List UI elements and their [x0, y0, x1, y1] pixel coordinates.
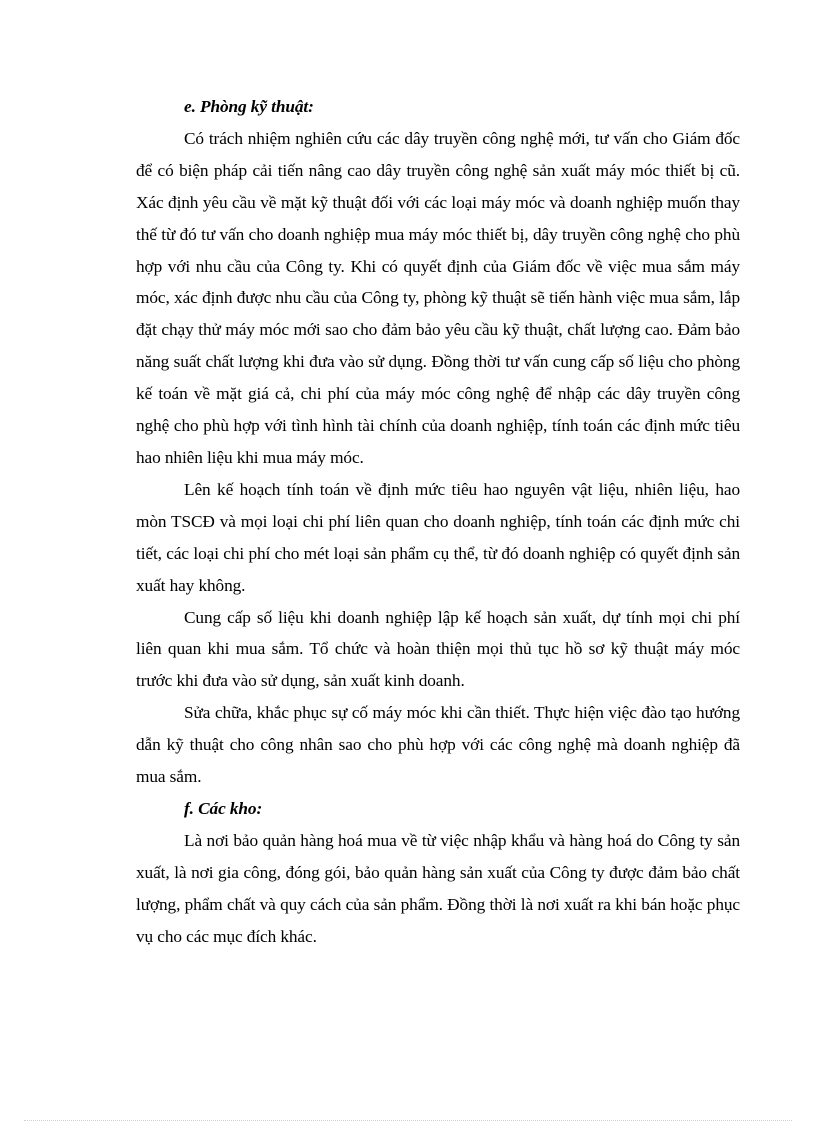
- document-page: [136, 91, 740, 952]
- paragraph-repair-training: Sửa chữa, khắc phục sự cố máy móc khi cần thiết. Thực hiện việc đào tạo hướng dẫn kỹ thuật cho công nhân sao cho phù hợp với các công nghệ mà doanh nghiệp đã mua sắm.: [136, 703, 740, 787]
- paragraph-technical-duties: Có trách nhiệm nghiên cứu các dây truyền công nghệ mới, tư vấn cho Giám đốc để có biện pháp cải tiến nâng cao dây truyền công nghệ sản xuất máy móc thiết bị cũ. Xác định yêu cầu về mặt kỹ thuật đối với các loại máy móc và doanh nghiệp muốn thay thế từ đó tư vấn cho doanh nghiệp mua máy móc thiết bị, dây truyền công nghệ cho phù hợp với nhu cầu của Công ty. Khi có quyết định của Giám đốc về việc mua sắm máy móc, xác định được nhu cầu của Công ty, phòng kỹ thuật sẽ tiến hành việc mua sắm, lắp đặt chạy thử máy móc mới sao cho đảm bảo yêu cầu kỹ thuật, chất lượng cao. Đảm bảo năng suất chất lượng khi đưa vào sử dụng. Đồng thời tư vấn cung cấp số liệu cho phòng kế toán về mặt giá cả, chi phí của máy móc công nghệ để nhập các dây truyền công nghệ cho phù hợp với tình hình tài chính của doanh nghiệp, tính toán các định mức tiêu hao nhiên liệu khi mua máy móc.: [136, 128, 740, 467]
- paragraph-warehouse-role: Là nơi bảo quản hàng hoá mua về từ việc nhập khẩu và hàng hoá do Công ty sản xuất, là nơi gia công, đóng gói, bảo quản hàng sản xuất của Công ty được đảm bảo chất lượng, phẩm chất và quy cách của sản phẩm. Đồng thời là nơi xuất ra khi bán hoặc phục vụ cho các mục đích khác.: [136, 830, 740, 946]
- page-bottom-divider: [24, 1120, 792, 1121]
- paragraph-data-supply: Cung cấp số liệu khi doanh nghiệp lập kế hoạch sản xuất, dự tính mọi chi phí liên quan khi mua sắm. Tổ chức và hoàn thiện mọi thủ tục hồ sơ kỹ thuật máy móc trước khi đưa vào sử dụng, sản xuất kinh doanh.: [136, 607, 740, 691]
- section-heading-technical-department: e. Phòng kỹ thuật:: [184, 97, 314, 116]
- section-heading-warehouses: f. Các kho:: [184, 798, 263, 818]
- paragraph-cost-planning: Lên kế hoạch tính toán về định mức tiêu hao nguyên vật liệu, nhiên liệu, hao mòn TSCĐ và mọi loại chi phí liên quan cho doanh nghiệp, tính toán các định mức chi tiết, các loại chi phí cho mét loại sản phẩm cụ thể, từ đó doanh nghiệp có quyết định sản xuất hay không.: [136, 479, 740, 595]
